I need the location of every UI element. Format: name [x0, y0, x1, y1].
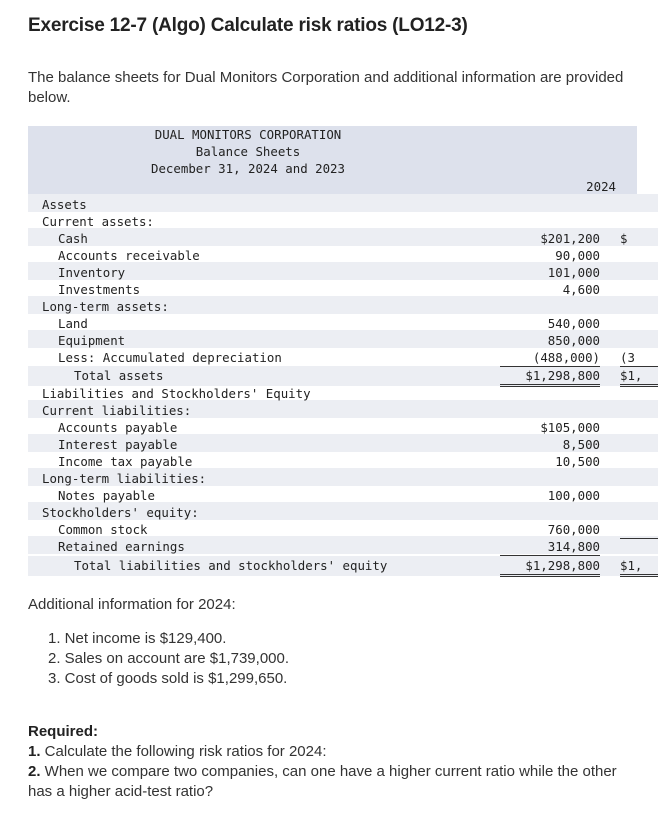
table-row — [28, 315, 658, 332]
row-label: Inventory — [58, 265, 126, 280]
balance-sheet — [28, 126, 658, 578]
row-value-2023-clipped: $1, — [620, 367, 658, 387]
list-item: 1. Net income is $129,400. — [48, 630, 227, 647]
row-value-2024: 90,000 — [555, 248, 600, 263]
row-label: Total assets — [74, 368, 164, 383]
table-row — [28, 213, 658, 230]
required-heading: Required: — [28, 723, 99, 740]
row-label: Accounts payable — [58, 420, 178, 435]
row-value-2024: 760,000 — [547, 522, 600, 537]
table-row — [28, 402, 658, 419]
row-value-2024: 540,000 — [547, 316, 600, 331]
statement-date: December 31, 2024 and 2023 — [151, 161, 345, 176]
list-item: 2. Sales on account are $1,739,000. — [48, 650, 290, 667]
row-value-2024: 850,000 — [547, 333, 600, 348]
row-value-2023-clipped: $ — [620, 231, 628, 246]
row-label: Liabilities and Stockholders' Equity — [42, 386, 311, 401]
row-label: Long-term assets: — [42, 299, 169, 314]
row-label: Land — [58, 316, 88, 331]
row-value-2024: 10,500 — [555, 454, 600, 469]
table-row — [28, 557, 658, 574]
row-label: Investments — [58, 282, 141, 297]
table-row — [28, 419, 658, 436]
required-item-1: 1. Calculate the following risk ratios for 2024: — [28, 743, 327, 760]
row-label: Long-term liabilities: — [42, 471, 207, 486]
table-row — [28, 230, 658, 247]
row-value-2023-clipped: (3 — [620, 349, 658, 367]
row-value-2024: 8,500 — [562, 437, 600, 452]
row-label: Total liabilities and stockholders' equity — [74, 558, 388, 573]
row-label: Current liabilities: — [42, 403, 192, 418]
row-label: Less: Accumulated depreciation — [58, 350, 282, 365]
row-value-2023-clipped: $1, — [620, 557, 658, 577]
intro-text: The balance sheets for Dual Monitors Corporation and additional information are provided below. — [28, 69, 624, 106]
table-row — [28, 247, 658, 264]
row-value-2024: $201,200 — [540, 231, 600, 246]
required-item-2: 2. When we compare two companies, can one have a higher current ratio while the other has a higher acid-test ratio? — [28, 763, 617, 800]
table-row — [28, 436, 658, 453]
table-row — [28, 264, 658, 281]
row-value-2024: $1,298,800 — [500, 557, 600, 577]
table-row — [28, 349, 658, 366]
row-label: Accounts receivable — [58, 248, 200, 263]
table-row — [28, 298, 658, 315]
row-label: Retained earnings — [58, 539, 185, 554]
table-row — [28, 196, 658, 213]
page-title: Exercise 12-7 (Algo) Calculate risk ratios (LO12-3) — [28, 15, 468, 36]
row-value-2023-clipped — [620, 538, 658, 539]
row-value-2024: (488,000) — [500, 349, 600, 367]
row-label: Cash — [58, 231, 88, 246]
row-label: Notes payable — [58, 488, 155, 503]
row-label: Income tax payable — [58, 454, 193, 469]
row-label: Interest payable — [58, 437, 178, 452]
row-label: Current assets: — [42, 214, 154, 229]
row-label: Equipment — [58, 333, 126, 348]
table-row — [28, 487, 658, 504]
table-row — [28, 367, 658, 384]
row-value-2024: 314,800 — [500, 538, 600, 556]
company-name: DUAL MONITORS CORPORATION — [154, 127, 342, 142]
table-row — [28, 281, 658, 298]
list-item: 3. Cost of goods sold is $1,299,650. — [48, 670, 288, 687]
year-column-header: 2024 — [586, 179, 616, 194]
additional-info-list — [48, 629, 289, 689]
row-value-2024: $105,000 — [540, 420, 600, 435]
row-value-2024: 4,600 — [562, 282, 600, 297]
statement-name: Balance Sheets — [195, 144, 301, 159]
required-section — [28, 722, 638, 802]
table-row — [28, 332, 658, 349]
row-label: Assets — [42, 197, 87, 212]
row-label: Common stock — [58, 522, 148, 537]
table-row — [28, 504, 658, 521]
table-row — [28, 538, 658, 555]
row-value-2024: 101,000 — [547, 265, 600, 280]
table-row — [28, 470, 658, 487]
row-value-2024: $1,298,800 — [500, 367, 600, 387]
row-value-2024: 100,000 — [547, 488, 600, 503]
table-row — [28, 521, 658, 538]
row-label: Stockholders' equity: — [42, 505, 199, 520]
table-row — [28, 453, 658, 470]
additional-info-heading: Additional information for 2024: — [28, 596, 236, 613]
table-row — [28, 385, 658, 402]
